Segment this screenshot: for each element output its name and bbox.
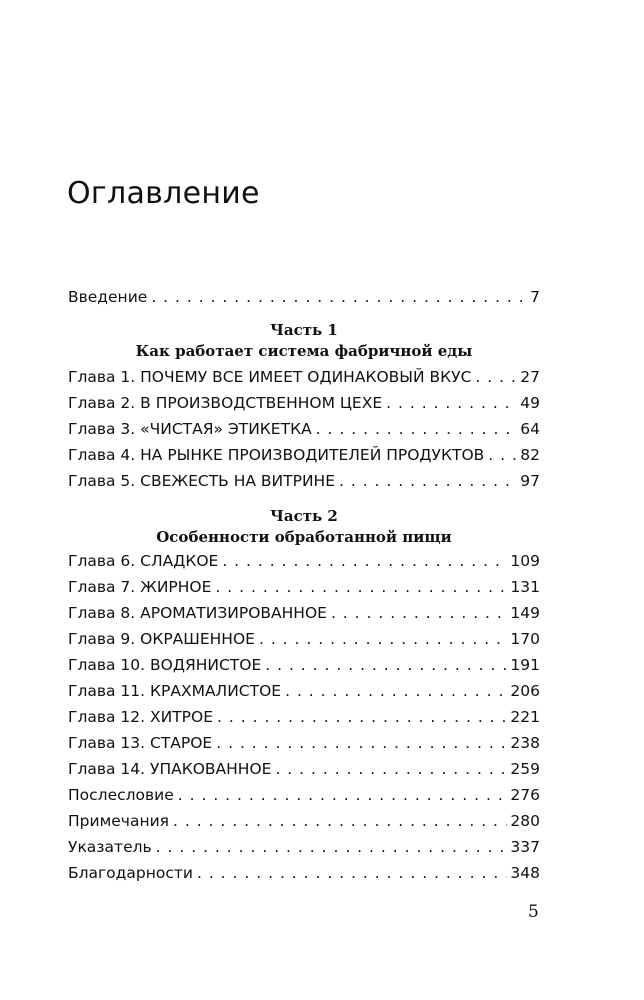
toc-entry-page: 49	[520, 394, 540, 412]
toc-entry-label: Глава 1. ПОЧЕМУ ВСЕ ИМЕЕТ ОДИНАКОВЫЙ ВКУС	[68, 368, 472, 386]
toc-entry-label: Глава 8. АРОМАТИЗИРОВАННОЕ	[68, 604, 327, 622]
dot-leader	[217, 706, 507, 728]
toc-entry-chapter-9[interactable]	[68, 628, 540, 650]
toc-entry-page: 97	[520, 472, 540, 490]
toc-entry-chapter-14[interactable]	[68, 758, 540, 780]
toc-entry-page: 82	[520, 446, 540, 464]
dot-leader	[216, 732, 507, 754]
toc-entry-page: 280	[510, 812, 540, 830]
toc-entry-label: Глава 3. «ЧИСТАЯ» ЭТИКЕТКА	[68, 420, 312, 438]
toc-entry-page: 131	[510, 578, 540, 596]
dot-leader	[316, 418, 518, 440]
toc-entry-page: 109	[510, 552, 540, 570]
toc-entry-chapter-4[interactable]	[68, 444, 540, 466]
dot-leader	[173, 810, 507, 832]
toc-entry-chapter-7[interactable]	[68, 576, 540, 598]
dot-leader	[488, 444, 517, 466]
toc-entry-label: Глава 5. СВЕЖЕСТЬ НА ВИТРИНЕ	[68, 472, 335, 490]
toc-entry-label: Глава 11. КРАХМАЛИСТОЕ	[68, 682, 282, 700]
toc-entry-page: 149	[510, 604, 540, 622]
toc-entry-page: 206	[510, 682, 540, 700]
part-number: Часть 2	[270, 507, 338, 525]
toc-entry-label: Глава 9. ОКРАШЕННОЕ	[68, 630, 255, 648]
toc-entry-notes[interactable]	[68, 810, 540, 832]
dot-leader	[265, 654, 507, 676]
toc-entry-page: 191	[510, 656, 540, 674]
toc-entry-label: Глава 4. НА РЫНКЕ ПРОИЗВОДИТЕЛЕЙ ПРОДУКТОВ	[68, 446, 485, 464]
toc-entry-label: Глава 14. УПАКОВАННОЕ	[68, 760, 272, 778]
toc-entry-label: Глава 12. ХИТРОЕ	[68, 708, 214, 726]
toc-entry-page: 238	[510, 734, 540, 752]
dot-leader	[275, 758, 507, 780]
toc-entry-label: Глава 7. ЖИРНОЕ	[68, 578, 212, 596]
dot-leader	[339, 470, 517, 492]
toc-entry-index[interactable]	[68, 836, 540, 858]
toc-entry-page: 7	[530, 288, 540, 306]
toc-entry-label: Указатель	[68, 838, 152, 856]
toc-entry-label: Глава 10. ВОДЯНИСТОЕ	[68, 656, 262, 674]
dot-leader	[151, 286, 527, 308]
page-number: 5	[528, 902, 539, 922]
toc-entry-afterword[interactable]	[68, 784, 540, 806]
part-heading-2	[68, 506, 540, 548]
dot-leader	[259, 628, 507, 650]
toc-entry-intro[interactable]	[68, 286, 540, 308]
dot-leader	[331, 602, 507, 624]
toc-entry-label: Глава 13. СТАРОЕ	[68, 734, 213, 752]
page-title: Оглавление	[67, 176, 260, 211]
toc-entry-page: 27	[520, 368, 540, 386]
toc-entry-page: 348	[510, 864, 540, 882]
dot-leader	[285, 680, 507, 702]
part-number: Часть 1	[270, 321, 338, 339]
dot-leader	[215, 576, 507, 598]
toc-entry-chapter-6[interactable]	[68, 550, 540, 572]
toc-entry-chapter-2[interactable]	[68, 392, 540, 414]
toc-entry-chapter-10[interactable]	[68, 654, 540, 676]
toc-entry-label: Послесловие	[68, 786, 174, 804]
toc-entry-page: 64	[520, 420, 540, 438]
toc-entry-label: Примечания	[68, 812, 169, 830]
toc-entry-chapter-8[interactable]	[68, 602, 540, 624]
toc-entry-label: Глава 2. В ПРОИЗВОДСТВЕННОМ ЦЕХЕ	[68, 394, 383, 412]
dot-leader	[386, 392, 517, 414]
toc-entry-page: 276	[510, 786, 540, 804]
toc-entry-chapter-12[interactable]	[68, 706, 540, 728]
toc-entry-chapter-3[interactable]	[68, 418, 540, 440]
dot-leader	[197, 862, 507, 884]
toc-entry-acknowledgements[interactable]	[68, 862, 540, 884]
toc-entry-page: 337	[510, 838, 540, 856]
toc-entry-label: Глава 6. СЛАДКОЕ	[68, 552, 219, 570]
toc-entry-chapter-13[interactable]	[68, 732, 540, 754]
dot-leader	[222, 550, 507, 572]
toc-entry-chapter-1[interactable]	[68, 366, 540, 388]
part-title: Особенности обработанной пищи	[156, 528, 452, 546]
toc-entry-label: Благодарности	[68, 864, 193, 882]
part-title: Как работает система фабричной еды	[135, 342, 473, 360]
toc-entry-page: 170	[510, 630, 540, 648]
dot-leader	[156, 836, 508, 858]
toc-entry-label: Введение	[68, 288, 148, 306]
toc-entry-chapter-5[interactable]	[68, 470, 540, 492]
dot-leader	[178, 784, 508, 806]
toc-entry-chapter-11[interactable]	[68, 680, 540, 702]
toc-entry-page: 259	[510, 760, 540, 778]
toc-entry-page: 221	[510, 708, 540, 726]
part-heading-1	[68, 320, 540, 362]
dot-leader	[475, 366, 517, 388]
